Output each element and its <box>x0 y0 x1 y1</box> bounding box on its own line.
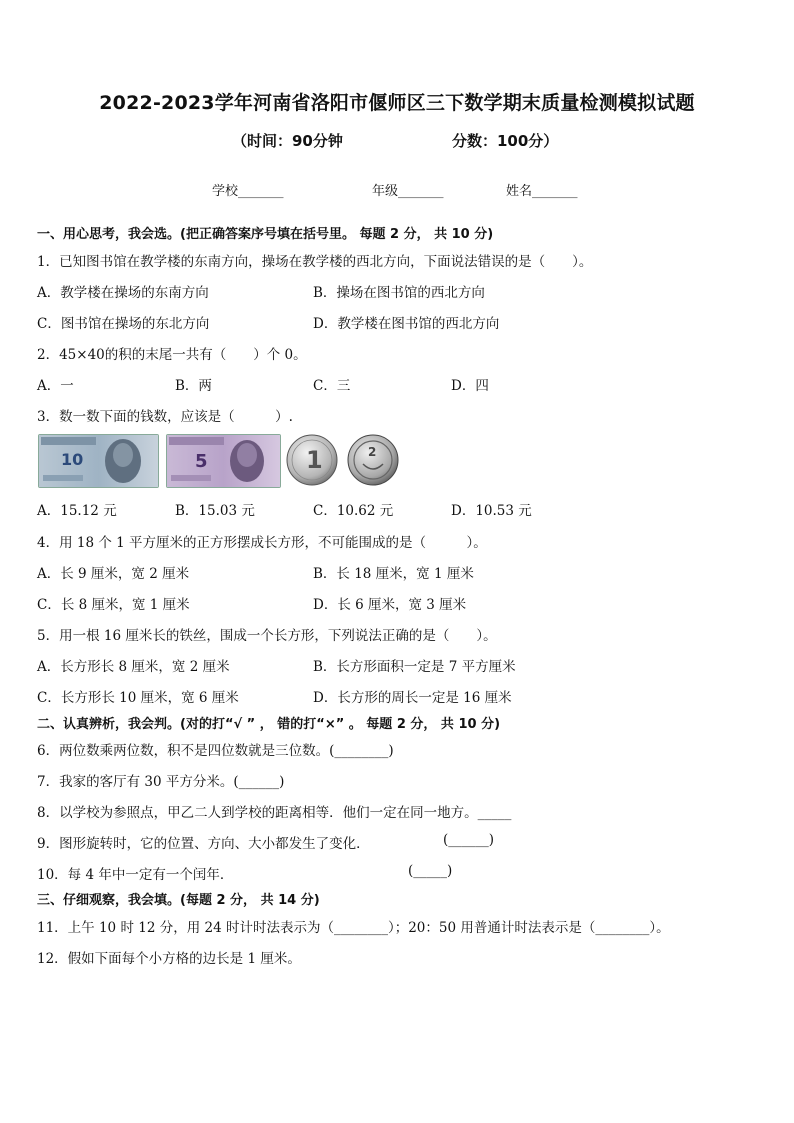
q3-option-d: D．10.53 元 <box>451 503 532 519</box>
exam-time: （时间：90分钟 <box>232 132 343 150</box>
q2-option-c: C．三 <box>313 378 351 394</box>
question-8: 8．以学校为参照点，甲乙二人到学校的距离相等．他们一定在同一地方。_____ <box>37 805 512 821</box>
two-jiao-coin-image <box>347 434 399 486</box>
coin-denomination-2: 2 <box>368 445 377 459</box>
question-11: 11．上午 10 时 12 分，用 24 时计时法表示为（________）；20：50 用普通计时法表示是（________）。 <box>37 920 670 936</box>
question-5: 5．用一根 16 厘米长的铁丝，围成一个长方形，下列说法正确的是（ ）。 <box>37 628 497 644</box>
q1-option-a: A．教学楼在操场的东南方向 <box>37 285 209 301</box>
q5-option-c: C．长方形长 10 厘米，宽 6 厘米 <box>37 690 239 706</box>
question-2: 2．45×40的积的末尾一共有（ ）个 0。 <box>37 347 307 363</box>
q5-option-d: D．长方形的周长一定是 16 厘米 <box>313 690 512 706</box>
question-12: 12．假如下面每个小方格的边长是 1 厘米。 <box>37 951 301 967</box>
note-denomination-10: 10 <box>61 450 84 469</box>
q5-option-b: B．长方形面积一定是 7 平方厘米 <box>313 659 516 675</box>
exam-title: 2022-2023学年河南省洛阳市偃师区三下数学期末质量检测模拟试题 <box>99 92 695 114</box>
q2-option-b: B．两 <box>175 378 212 394</box>
note-denomination-5: 5 <box>195 451 208 472</box>
q3-option-c: C．10.62 元 <box>313 503 394 519</box>
question-10: 10．每 4 年中一定有一个闰年． <box>37 867 234 883</box>
q4-option-c: C．长 8 厘米，宽 1 厘米 <box>37 597 190 613</box>
q2-option-d: D．四 <box>451 378 489 394</box>
exam-score: 分数：100分） <box>452 132 559 150</box>
ten-yuan-note-image <box>38 434 159 488</box>
q4-option-a: A．长 9 厘米，宽 2 厘米 <box>37 566 190 582</box>
section1-heading: 一、用心思考，我会选。(把正确答案序号填在括号里。 每题 2 分， 共 10 分) <box>37 227 494 242</box>
q5-option-a: A．长方形长 8 厘米，宽 2 厘米 <box>37 659 230 675</box>
q2-option-a: A．一 <box>37 378 74 394</box>
question-7: 7．我家的客厅有 30 平方分米。(______) <box>37 774 285 790</box>
q4-option-d: D．长 6 厘米，宽 3 厘米 <box>313 597 467 613</box>
q1-option-b: B．操场在图书馆的西北方向 <box>313 285 485 301</box>
grade-field: 年级_______ <box>372 184 444 199</box>
school-field: 学校_______ <box>212 184 284 199</box>
question-3: 3．数一数下面的钱数，应该是（ ）. <box>37 409 293 425</box>
section3-heading: 三、仔细观察，我会填。(每题 2 分， 共 14 分) <box>37 893 320 908</box>
one-yuan-coin-image <box>286 434 338 486</box>
question-9: 9．图形旋转时，它的位置、方向、大小都发生了变化． <box>37 836 370 852</box>
q3-option-b: B．15.03 元 <box>175 503 255 519</box>
coin-denomination-1: 1 <box>306 446 323 474</box>
question-6: 6．两位数乘两位数，积不是四位数就是三位数。(________) <box>37 743 394 759</box>
five-yuan-note-image <box>166 434 281 488</box>
q1-option-c: C．图书馆在操场的东北方向 <box>37 316 210 332</box>
q3-option-a: A．15.12 元 <box>37 503 117 519</box>
question-1: 1．已知图书馆在教学楼的东南方向，操场在教学楼的西北方向，下面说法错误的是（ ）。 <box>37 254 593 270</box>
name-field: 姓名_______ <box>506 184 578 199</box>
section2-heading: 二、认真辨析，我会判。(对的打“√ ” ， 错的打“×” 。 每题 2 分， 共 10 分) <box>37 717 501 732</box>
q4-option-b: B．长 18 厘米，宽 1 厘米 <box>313 566 474 582</box>
q9-answer-blank: (______) <box>443 832 495 848</box>
question-4: 4．用 18 个 1 平方厘米的正方形摆成长方形，不可能围成的是（ ）。 <box>37 535 487 551</box>
q10-answer-blank: (_____) <box>408 863 453 879</box>
q1-option-d: D．教学楼在图书馆的西北方向 <box>313 316 500 332</box>
